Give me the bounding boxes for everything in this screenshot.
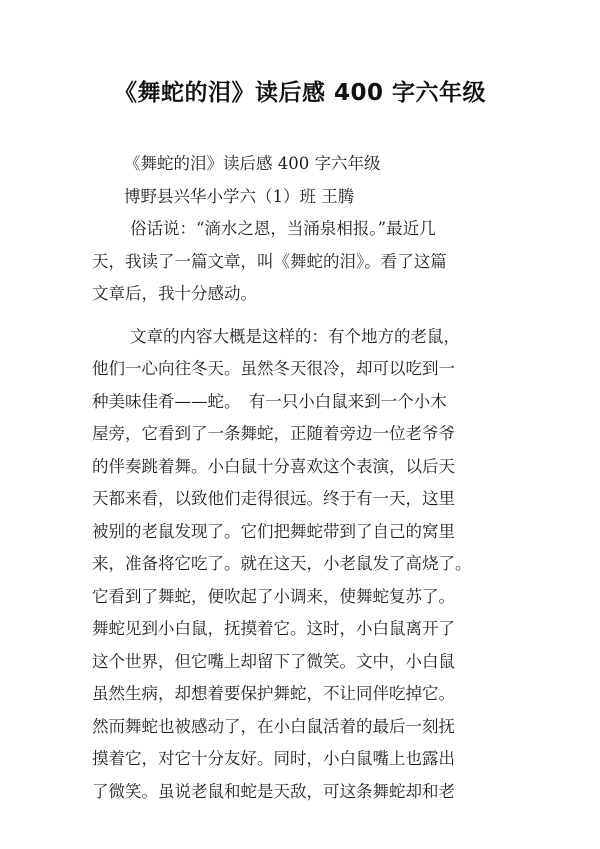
subtitle-line: 《舞蛇的泪》读后感 400 字六年级 [124, 154, 381, 173]
paragraph-line: 俗话说：“滴水之恩，当涌泉相报。”最近几 [130, 219, 436, 238]
paragraph-line: 它看到了舞蛇，便吹起了小调来，使舞蛇复苏了。 [92, 586, 455, 606]
document-title: 《舞蛇的泪》读后感 400 字六年级 [113, 80, 487, 106]
paragraph-line: 屋旁，它看到了一条舞蛇，正随着旁边一位老爷爷 [92, 424, 455, 443]
paragraph-line: 他们一心向往冬天。虽然冬天很冷，却可以吃到一 [92, 359, 455, 378]
paragraph-line: 舞蛇见到小白鼠，抚摸着它。这时，小白鼠离开了 [92, 619, 455, 638]
paragraph-line: 天都来看，以致他们走得很远。终于有一天，这里 [92, 489, 455, 508]
paragraph-line: 了微笑。虽说老鼠和蛇是天敌，可这条舞蛇却和老 [92, 781, 455, 801]
paragraph-line: 文章后，我十分感动。 [92, 284, 257, 303]
paragraph-line: 的伴奏跳着舞。小白鼠十分喜欢这个表演，以后天 [92, 456, 455, 476]
paragraph-line: 摸着它，对它十分友好。同时，小白鼠嘴上也露出 [92, 749, 455, 768]
paragraph-line: 虽然生病，却想着要保护舞蛇，不让同伴吃掉它。 [92, 684, 455, 703]
paragraph-line: 天，我读了一篇文章，叫《舞蛇的泪》。看了这篇 [92, 251, 447, 271]
paragraph-line: 文章的内容大概是这样的：有个地方的老鼠， [130, 326, 460, 346]
paragraph-line: 被别的老鼠发现了。它们把舞蛇带到了自己的窝里 [92, 521, 455, 541]
paragraph-line: 种美味佳肴——蛇。 有一只小白鼠来到一个小木 [92, 391, 447, 411]
paragraph-line: 然而舞蛇也被感动了，在小白鼠活着的最后一刻抚 [92, 716, 455, 736]
paragraph-line: 来，准备将它吃了。就在这天，小老鼠发了高烧了。 [92, 554, 472, 573]
author-line: 博野县兴华小学六（1）班 王腾 [124, 186, 355, 206]
paragraph-line: 这个世界，但它嘴上却留下了微笑。文中，小白鼠 [92, 651, 455, 671]
paragraph-gap [92, 311, 510, 321]
document-body [92, 148, 510, 808]
